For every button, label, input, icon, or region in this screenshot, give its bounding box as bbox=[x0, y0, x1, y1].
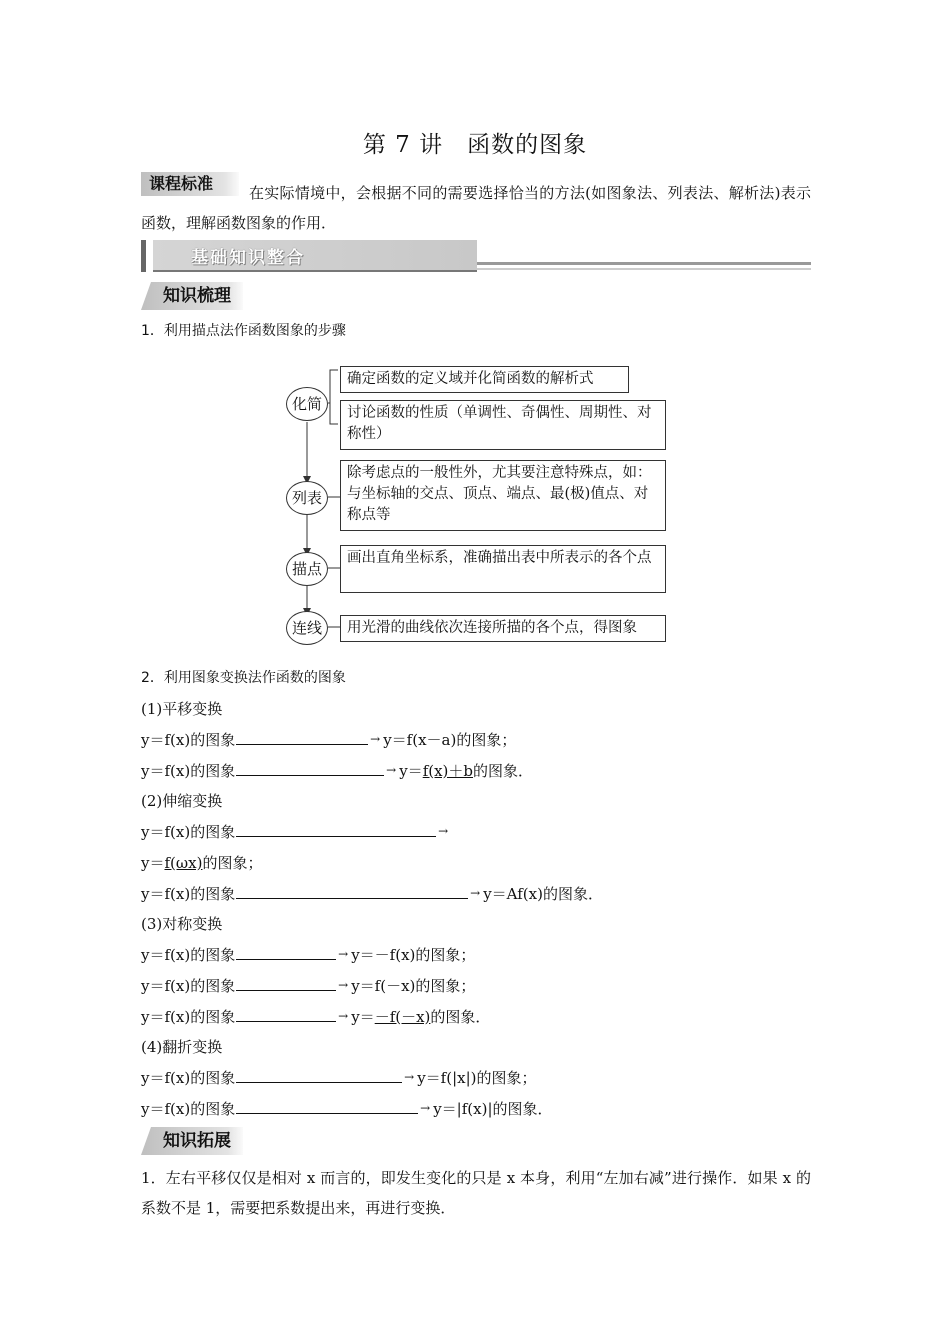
flow-diagram bbox=[286, 364, 676, 644]
sym-line-3 bbox=[141, 1006, 490, 1028]
arrow-icon bbox=[236, 887, 468, 899]
arrow-icon bbox=[236, 1102, 418, 1114]
scale-line-1-result bbox=[141, 852, 262, 874]
arrow-icon bbox=[236, 825, 436, 837]
step-plot: 描点 bbox=[286, 552, 328, 586]
standard-text: 在实际情境中，会根据不同的需要选择恰当的方法(如图象法、列表法、解析法)表示函数，理解函数图象的作用． bbox=[141, 184, 811, 232]
page-title: 第 7 讲 函数的图象 bbox=[362, 132, 588, 158]
extension-text: 1．左右平移仅仅是相对 x 而言的，即发生变化的只是 x 本身，利用“左加右减”进行操作．如果 x 的系数不是 1，需要把系数提出来，再进行变换． bbox=[141, 1169, 811, 1217]
arrow-icon bbox=[236, 764, 384, 776]
scale-line-1 bbox=[141, 821, 437, 843]
arrow-icon bbox=[236, 979, 336, 991]
src-expr: y＝f(x)的图象 bbox=[141, 1069, 236, 1087]
sub-scale: (2)伸缩变换 bbox=[141, 792, 223, 810]
sym-line-2 bbox=[141, 975, 475, 997]
arrow-icon bbox=[236, 1010, 336, 1022]
scale-line-2 bbox=[141, 883, 603, 905]
arrow-icon bbox=[236, 948, 336, 960]
y-eq: y＝ bbox=[351, 1008, 375, 1026]
shift-line-2 bbox=[141, 760, 533, 782]
src-expr: y＝f(x)的图象 bbox=[141, 731, 236, 749]
y-eq: y＝ bbox=[399, 762, 423, 780]
box-draw-points: 画出直角坐标系，准确描出表中所表示的各个点 bbox=[340, 545, 666, 593]
box-special-points: 除考虑点的一般性外，尤其要注意特殊点，如：与坐标轴的交点、顶点、端点、最(极)值点、对称点等 bbox=[340, 460, 666, 531]
banner-title: 基础知识整合 bbox=[191, 248, 305, 268]
shift-line-1 bbox=[141, 729, 516, 751]
item1-title: 1．利用描点法作函数图象的步骤 bbox=[141, 323, 346, 339]
src-expr: y＝f(x)的图象 bbox=[141, 1008, 236, 1026]
result-expr: y＝Af(x)的图象． bbox=[483, 885, 603, 903]
standard-tag: 课程标准 bbox=[141, 172, 239, 196]
step-connect: 连线 bbox=[286, 611, 328, 645]
step-simplify: 化简 bbox=[286, 387, 328, 421]
sym-line-1 bbox=[141, 944, 475, 966]
item2-title: 2．利用图象变换法作函数的图象 bbox=[141, 670, 346, 686]
box-smooth-curve: 用光滑的曲线依次连接所描的各个点，得图象 bbox=[340, 615, 666, 642]
result-expr: y＝|f(x)|的图象． bbox=[433, 1100, 553, 1118]
y-eq: y＝ bbox=[141, 854, 165, 872]
section-banner bbox=[141, 240, 811, 272]
src-expr: y＝f(x)的图象 bbox=[141, 885, 236, 903]
step-tabulate: 列表 bbox=[286, 481, 328, 515]
flip-line-2 bbox=[141, 1098, 553, 1120]
result-expr: y＝f(x－a)的图象； bbox=[383, 731, 517, 749]
src-expr: y＝f(x)的图象 bbox=[141, 946, 236, 964]
sub-symmetry: (3)对称变换 bbox=[141, 915, 223, 933]
sub-flip: (4)翻折变换 bbox=[141, 1038, 223, 1056]
box-properties: 讨论函数的性质（单调性、奇偶性、周期性、对称性） bbox=[340, 400, 666, 450]
src-expr: y＝f(x)的图象 bbox=[141, 977, 236, 995]
src-expr: y＝f(x)的图象 bbox=[141, 823, 236, 841]
arrow-icon bbox=[236, 733, 368, 745]
result-tail: 的图象； bbox=[202, 854, 263, 872]
result-tail: 的图象． bbox=[430, 1008, 491, 1026]
result-expr: y＝f(|x|)的图象； bbox=[417, 1069, 537, 1087]
result-expr: y＝f(－x)的图象； bbox=[351, 977, 476, 995]
result-tail: 的图象． bbox=[473, 762, 534, 780]
answer-blank: f(ωx) bbox=[164, 854, 203, 872]
section-tag-extension: 知识拓展 bbox=[141, 1127, 243, 1155]
src-expr: y＝f(x)的图象 bbox=[141, 1100, 236, 1118]
box-domain: 确定函数的定义域并化简函数的解析式 bbox=[340, 366, 629, 393]
flip-line-1 bbox=[141, 1067, 537, 1089]
sub-shift: (1)平移变换 bbox=[141, 700, 223, 718]
answer-blank: f(x)＋b bbox=[422, 762, 474, 780]
section-tag-knowledge: 知识梳理 bbox=[141, 282, 243, 310]
result-expr: y＝－f(x)的图象； bbox=[351, 946, 476, 964]
answer-blank: －f(－x) bbox=[374, 1008, 431, 1026]
arrow-icon bbox=[236, 1071, 402, 1083]
src-expr: y＝f(x)的图象 bbox=[141, 762, 236, 780]
